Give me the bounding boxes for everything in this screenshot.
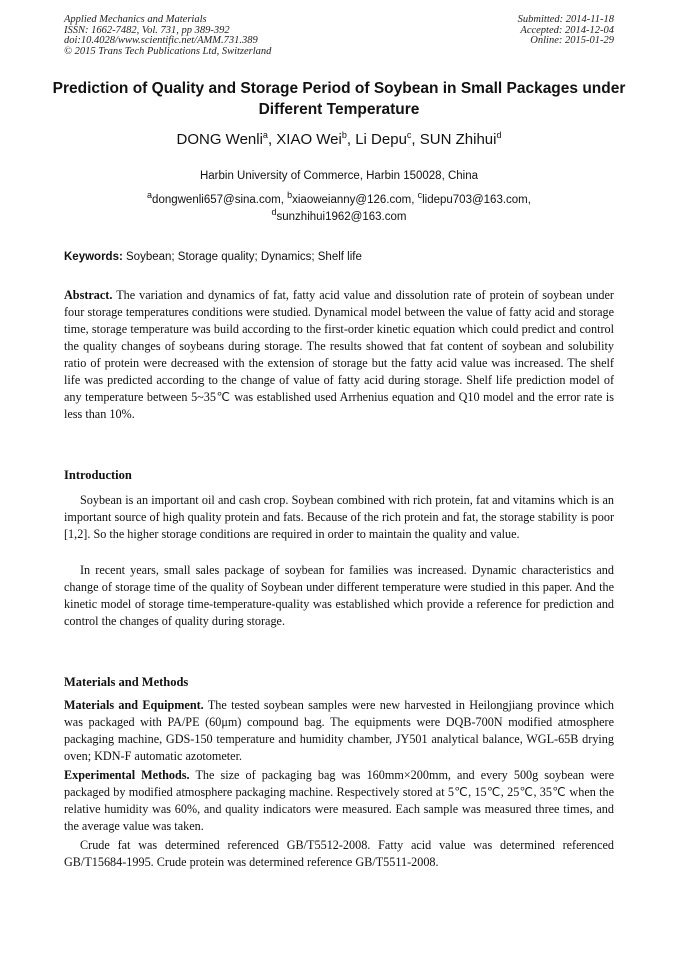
introduction-heading: Introduction: [64, 468, 132, 482]
experimental-label: Experimental Methods.: [64, 768, 190, 782]
journal-copyright: © 2015 Trans Tech Publications Ltd, Switzerland: [64, 45, 272, 57]
abstract-label: Abstract.: [64, 288, 113, 302]
email-mark: b: [287, 190, 293, 201]
author-mark: a: [262, 130, 268, 140]
paper-title: Prediction of Quality and Storage Period of Soybean in Small Packages under Different Temperature: [52, 80, 626, 118]
journal-name: Applied Mechanics and Materials: [64, 14, 207, 25]
email-link[interactable]: sunzhihui1962@163.com: [276, 211, 407, 223]
equipment-label: Materials and Equipment.: [64, 698, 204, 712]
journal-doi: doi:10.4028/www.scientific.net/AMM.731.389: [64, 35, 258, 47]
introduction-paragraph-2: In recent years, small sales package of soybean for families was increased. Dynamic characteristics and change of storage time of the quality of Soybean under different temperature were studied in this paper. And the kinetic model of storage time-temperature-quality was established which provide a reference for prediction and control the changes of quality during storage.: [64, 563, 614, 628]
date-online: Online: 2015-01-29: [530, 35, 614, 47]
keywords-text: Soybean; Storage quality; Dynamics; Shelf life: [126, 251, 362, 263]
author-name: SUN Zhihui: [419, 131, 497, 148]
email-link[interactable]: lidepu703@163.com: [422, 194, 528, 206]
keywords-label: Keywords:: [64, 251, 123, 263]
email-mark: c: [417, 190, 423, 201]
date-submitted: Submitted: 2014-11-18: [517, 14, 614, 25]
date-accepted: Accepted: 2014-12-04: [520, 24, 614, 36]
equipment-paragraph: [64, 697, 614, 765]
introduction-paragraph-1: Soybean is an important oil and cash crop. Soybean combined with rich protein, fat and vitamins which is an important source of high quality protein and fats. Because of the rich protein and fat, the storage stability is poor [1,2]. So the higher storage conditions are required in order to maintain the quality and value.: [64, 493, 614, 541]
keywords-line: [64, 249, 614, 265]
journal-issn: ISSN: 1662-7482, Vol. 731, pp 389-392: [64, 24, 230, 36]
affiliation: Harbin University of Commerce, Harbin 150028, China: [199, 170, 479, 182]
abstract-text: The variation and dynamics of fat, fatty acid value and dissolution rate of protein of soybean under four storage temperatures conditions were studied. Dynamical model between the value of fatty acid and storage time, storage temperature was build according to the first-order kinetic equation which could predict and control the quality changes of soybeans during storage. The results showed that fat content of soybean and solubility ratio of protein were decreased with the extension of storage but the fatty acid value was increased. The shelf life was predicted according to the change of value of fatty acid during storage. Shelf life prediction model of any temperature between 5~35℃ was established used Arrhenius equation and Q10 model and the error rate is less than 10%.: [64, 288, 614, 421]
author-list: DONG Wenli$^a$, XIAO Wei$^b$, Li Depu$^c$, SUN Zhihui$^d$: [176, 130, 502, 148]
abstract-paragraph: [64, 287, 614, 423]
email-link[interactable]: xiaoweianny@126.com: [292, 194, 412, 206]
experimental-paragraph: [64, 767, 614, 835]
email-link[interactable]: dongwenli657@sina.com: [152, 194, 281, 206]
crude-fat-paragraph: Crude fat was determined referenced GB/T5512-2008. Fatty acid value was determined referenced GB/T15684-1995. Crude protein was determined reference GB/T5511-2008.: [64, 838, 614, 869]
author-name: XIAO Wei: [276, 131, 342, 148]
publication-dates: [518, 15, 614, 47]
author-emails: $^a$dongwenli657@sina.com, $^b$xiaoweianny@126.com, $^c$lidepu703@163.com, $^d$sunzhihui1962@163.com: [147, 190, 531, 223]
author-name: DONG Wenli: [176, 131, 263, 148]
methods-heading: Materials and Methods: [64, 675, 189, 689]
author-name: Li Depu: [355, 131, 407, 148]
author-mark: c: [406, 130, 412, 140]
email-mark: a: [147, 190, 153, 201]
experimental-text: The size of packaging bag was 160mm×200mm, and every 500g soybean were packaged by modified atmosphere packaging machine. Respectively stored at 5℃, 15℃, 25℃, 35℃ when the relative humidity was 60%, and quality indicators were measured. Each sample was measured three times, and the average value was taken.: [64, 768, 614, 833]
equipment-text: The tested soybean samples were new harvested in Heilongjiang province which was packaged with PA/PE (60μm) compound bag. The equipments were DQB-700N modified atmosphere packaging machine, GDS-150 temperature and humidity chamber, JY501 analytical balance, WGL-65B drying oven; KDN-F automatic azotometer.: [64, 698, 614, 763]
author-mark: b: [341, 130, 347, 140]
author-mark: d: [496, 130, 502, 140]
email-mark: d: [271, 207, 277, 218]
journal-info: [64, 15, 271, 57]
